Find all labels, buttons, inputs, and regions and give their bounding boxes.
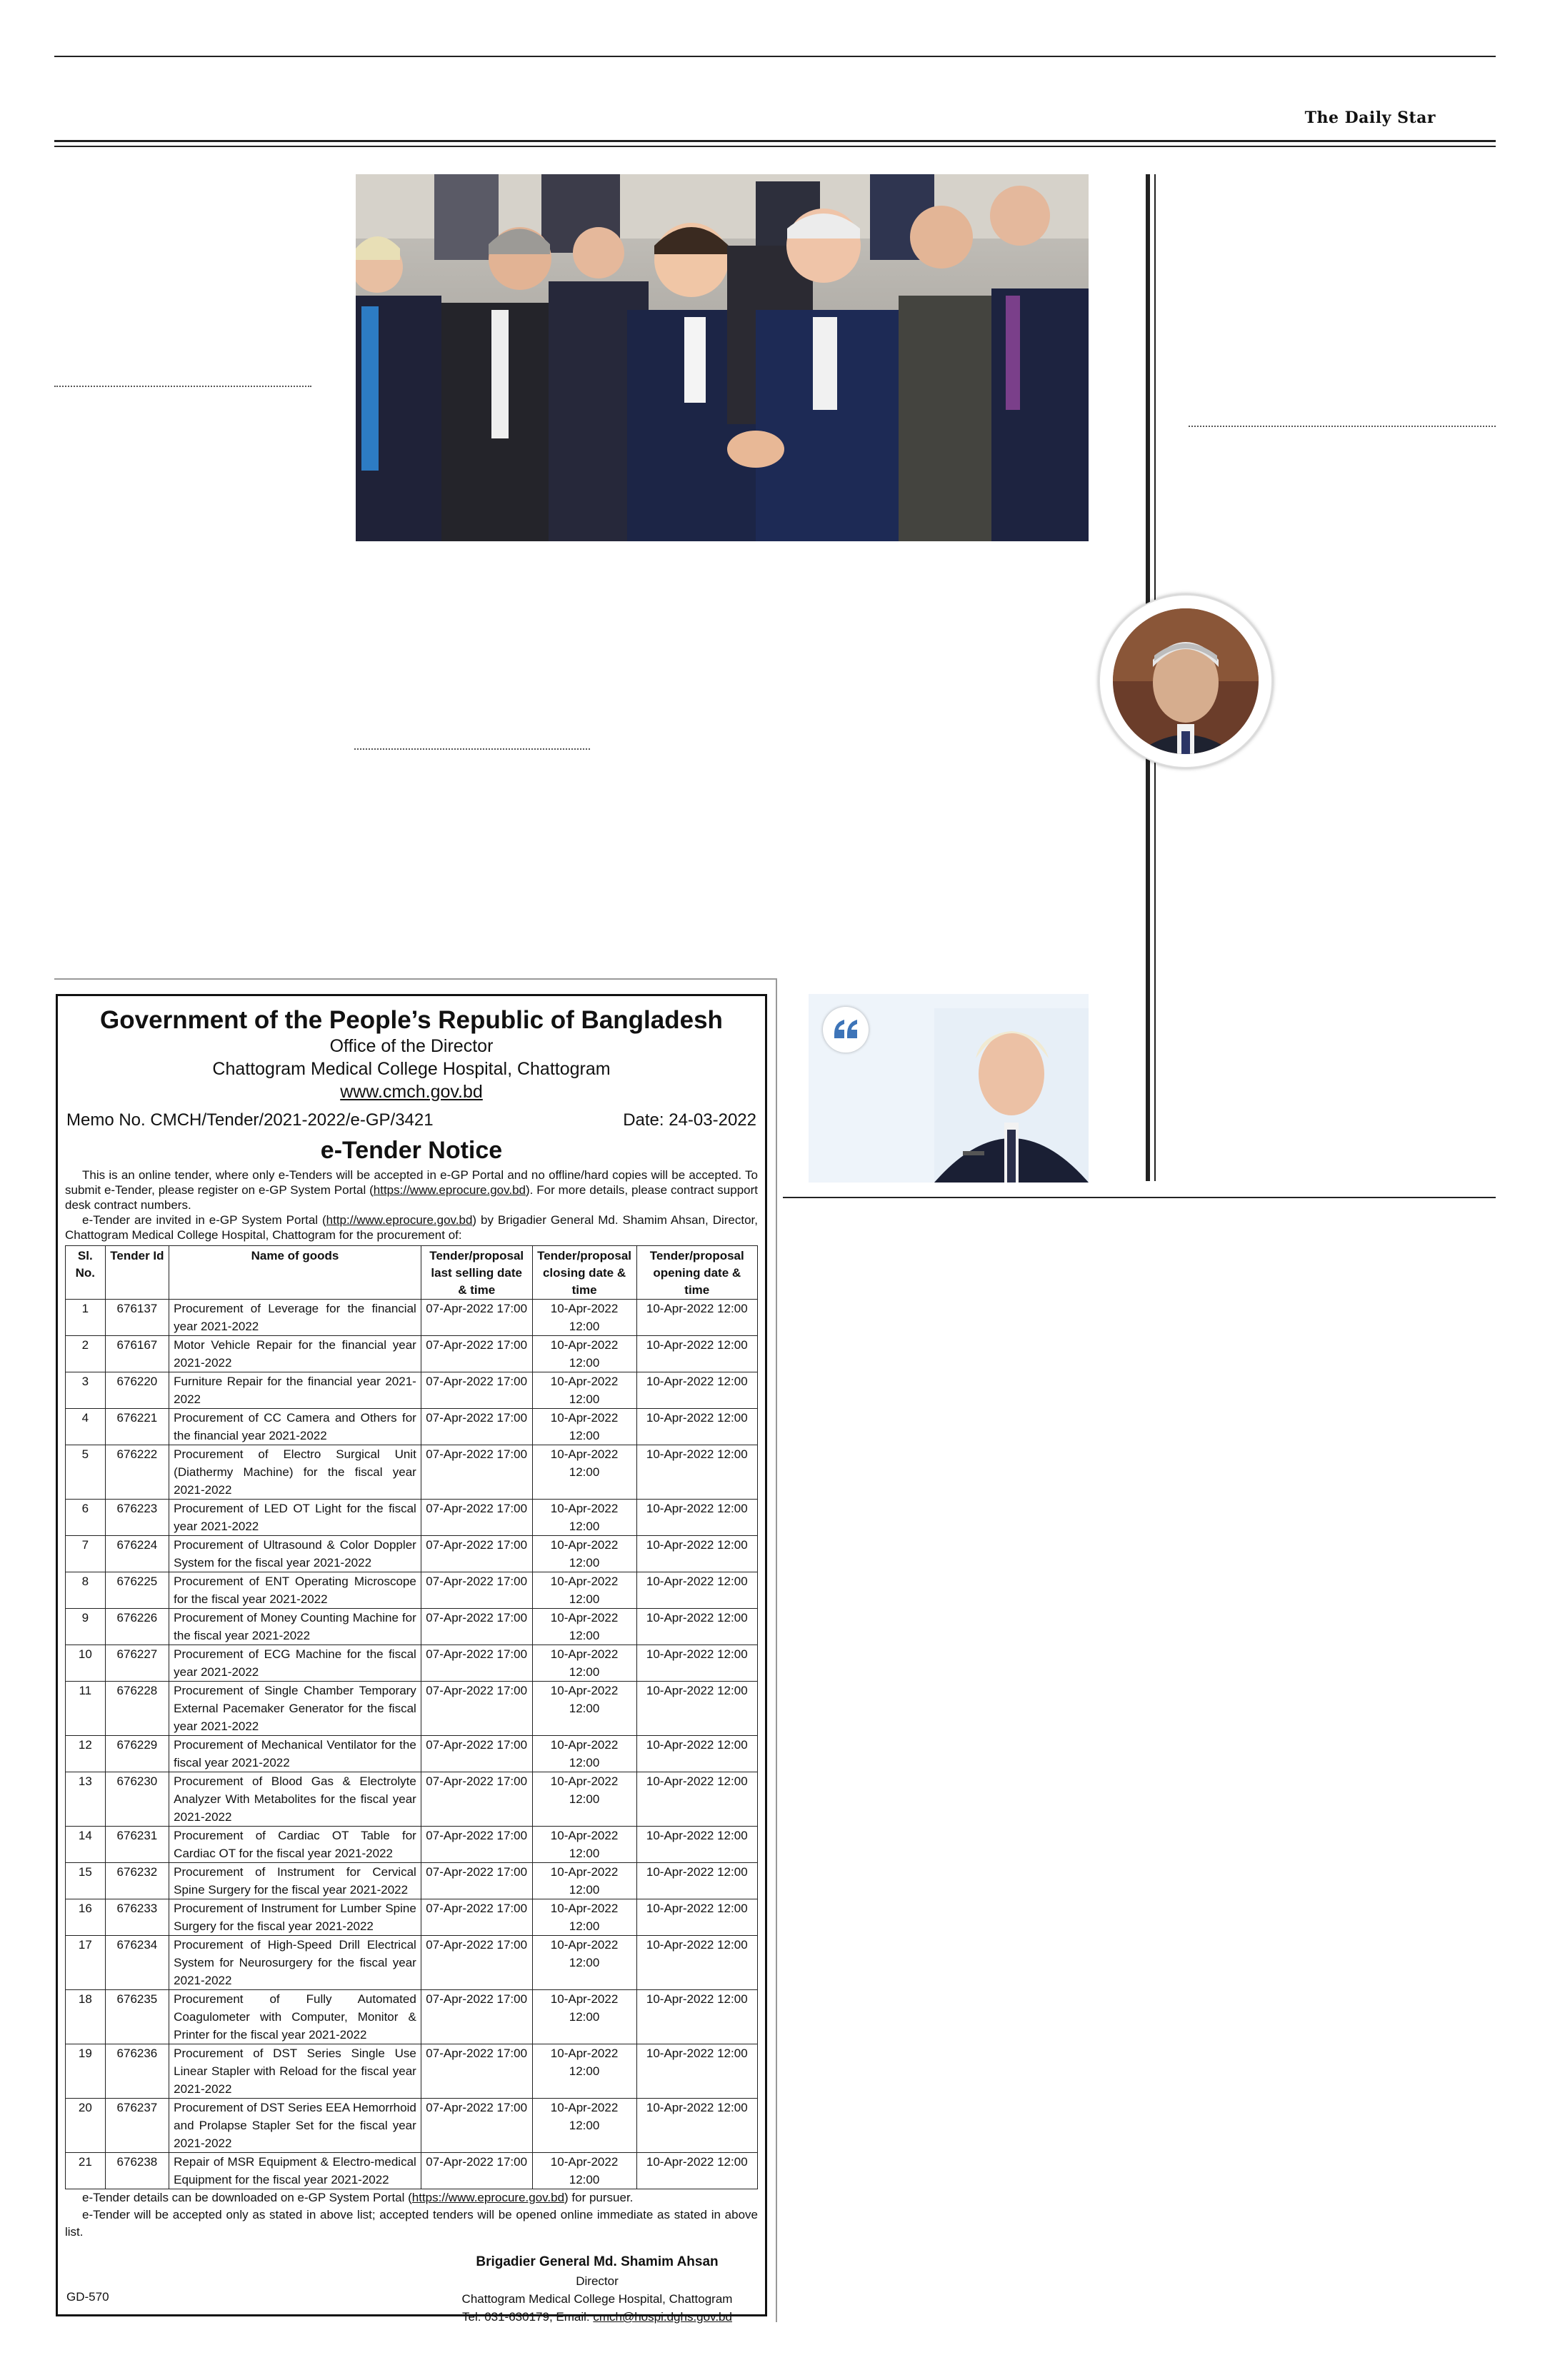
tender-table bbox=[65, 1245, 758, 2189]
cell-closing-date: 10-Apr-2022 12:00 bbox=[532, 1500, 636, 1536]
cell-selling-date: 07-Apr-2022 17:00 bbox=[421, 1899, 532, 1936]
cell-goods: Procurement of Leverage for the financial year 2021-2022 bbox=[169, 1300, 421, 1336]
notice-paragraph-2: e-Tender are invited in e-GP System Portal (http://www.eprocure.gov.bd) by Brigadier General Md. Shamim Ahsan, Director, Chattogram Medical College Hospital, Chattogram for the procurement of: bbox=[65, 1213, 758, 1242]
cell-sl: 9 bbox=[66, 1609, 106, 1645]
table-row bbox=[66, 2099, 758, 2153]
lower-right-rule bbox=[783, 1197, 1496, 1198]
col-tender-id: Tender Id bbox=[105, 1246, 169, 1300]
notice-title: Government of the People’s Republic of Bangladesh bbox=[100, 1006, 723, 1034]
cell-tender-id: 676224 bbox=[105, 1536, 169, 1572]
cell-closing-date: 10-Apr-2022 12:00 bbox=[532, 1827, 636, 1863]
table-row bbox=[66, 2153, 758, 2189]
cell-opening-date: 10-Apr-2022 12:00 bbox=[636, 1536, 757, 1572]
cell-closing-date: 10-Apr-2022 12:00 bbox=[532, 1936, 636, 1990]
cell-selling-date: 07-Apr-2022 17:00 bbox=[421, 1609, 532, 1645]
cell-selling-date: 07-Apr-2022 17:00 bbox=[421, 1990, 532, 2044]
cell-tender-id: 676233 bbox=[105, 1899, 169, 1936]
cell-selling-date: 07-Apr-2022 17:00 bbox=[421, 1536, 532, 1572]
table-row bbox=[66, 2044, 758, 2099]
cell-opening-date: 10-Apr-2022 12:00 bbox=[636, 1609, 757, 1645]
cell-tender-id: 676237 bbox=[105, 2099, 169, 2153]
table-row bbox=[66, 1899, 758, 1936]
table-row bbox=[66, 1863, 758, 1899]
cell-sl: 7 bbox=[66, 1536, 106, 1572]
cell-sl: 21 bbox=[66, 2153, 106, 2189]
cell-goods: Procurement of DST Series EEA Hemorrhoid and Prolapse Stapler Set for the fiscal year 2021-2022 bbox=[169, 2099, 421, 2153]
notice-website-link[interactable]: www.cmch.gov.bd bbox=[340, 1082, 483, 1102]
cell-sl: 19 bbox=[66, 2044, 106, 2099]
quote-icon bbox=[823, 1007, 869, 1053]
cell-goods: Procurement of Mechanical Ventilator for the fiscal year 2021-2022 bbox=[169, 1736, 421, 1772]
cell-goods: Procurement of ENT Operating Microscope for the fiscal year 2021-2022 bbox=[169, 1572, 421, 1609]
table-row bbox=[66, 1936, 758, 1990]
cell-goods: Furniture Repair for the financial year 2021-2022 bbox=[169, 1372, 421, 1409]
cell-tender-id: 676228 bbox=[105, 1682, 169, 1736]
cell-closing-date: 10-Apr-2022 12:00 bbox=[532, 1682, 636, 1736]
cell-goods: Procurement of Money Counting Machine for the fiscal year 2021-2022 bbox=[169, 1609, 421, 1645]
masthead-rule-1 bbox=[54, 140, 1496, 142]
memo-number: Memo No. CMCH/Tender/2021-2022/e-GP/3421 bbox=[66, 1110, 434, 1130]
tender-table-body bbox=[66, 1300, 758, 2189]
cell-closing-date: 10-Apr-2022 12:00 bbox=[532, 1990, 636, 2044]
table-row bbox=[66, 1772, 758, 1827]
cell-selling-date: 07-Apr-2022 17:00 bbox=[421, 1645, 532, 1682]
cell-tender-id: 676226 bbox=[105, 1609, 169, 1645]
cell-selling-date: 07-Apr-2022 17:00 bbox=[421, 1736, 532, 1772]
cell-goods: Procurement of Ultrasound & Color Doppler System for the fiscal year 2021-2022 bbox=[169, 1536, 421, 1572]
cell-opening-date: 10-Apr-2022 12:00 bbox=[636, 1645, 757, 1682]
cell-selling-date: 07-Apr-2022 17:00 bbox=[421, 1500, 532, 1536]
cell-goods: Procurement of Single Chamber Temporary External Pacemaker Generator for the fiscal year 2021-2022 bbox=[169, 1682, 421, 1736]
cell-selling-date: 07-Apr-2022 17:00 bbox=[421, 1300, 532, 1336]
table-row bbox=[66, 1445, 758, 1500]
col-opening-date: Tender/proposal opening date & time bbox=[636, 1246, 757, 1300]
left-column-separator bbox=[54, 386, 311, 387]
notice-paragraph-1: This is an online tender, where only e-Tenders will be accepted in e-GP Portal and no offline/hard copies will be accepted. To submit e-Tender, please register on e-GP System Portal (https://www.eprocure.gov.bd). For more details, please contract support desk contract numbers. bbox=[65, 1168, 759, 1212]
cell-closing-date: 10-Apr-2022 12:00 bbox=[532, 1645, 636, 1682]
cell-opening-date: 10-Apr-2022 12:00 bbox=[636, 1990, 757, 2044]
cell-tender-id: 676229 bbox=[105, 1736, 169, 1772]
cell-tender-id: 676227 bbox=[105, 1645, 169, 1682]
cell-tender-id: 676231 bbox=[105, 1827, 169, 1863]
memo-date: Date: 24-03-2022 bbox=[623, 1110, 756, 1130]
cell-goods: Procurement of Instrument for Cervical Spine Surgery for the fiscal year 2021-2022 bbox=[169, 1863, 421, 1899]
cell-sl: 15 bbox=[66, 1863, 106, 1899]
portrait-circle bbox=[1099, 594, 1273, 768]
col-closing-date: Tender/proposal closing date & time bbox=[532, 1246, 636, 1300]
cell-closing-date: 10-Apr-2022 12:00 bbox=[532, 1736, 636, 1772]
cell-closing-date: 10-Apr-2022 12:00 bbox=[532, 1899, 636, 1936]
cell-selling-date: 07-Apr-2022 17:00 bbox=[421, 1445, 532, 1500]
cell-goods: Procurement of DST Series Single Use Linear Stapler with Reload for the fiscal year 2021-2022 bbox=[169, 2044, 421, 2099]
cell-sl: 11 bbox=[66, 1682, 106, 1736]
cell-selling-date: 07-Apr-2022 17:00 bbox=[421, 1936, 532, 1990]
cell-opening-date: 10-Apr-2022 12:00 bbox=[636, 1372, 757, 1409]
cell-selling-date: 07-Apr-2022 17:00 bbox=[421, 1827, 532, 1863]
cell-goods: Procurement of Fully Automated Coagulometer with Computer, Monitor & Printer for the fiscal year 2021-2022 bbox=[169, 1990, 421, 2044]
signature-block bbox=[436, 2252, 758, 2326]
cell-sl: 17 bbox=[66, 1936, 106, 1990]
cell-selling-date: 07-Apr-2022 17:00 bbox=[421, 1336, 532, 1372]
col-sl: Sl. No. bbox=[66, 1246, 106, 1300]
cell-tender-id: 676232 bbox=[105, 1863, 169, 1899]
cell-tender-id: 676222 bbox=[105, 1445, 169, 1500]
cell-tender-id: 676221 bbox=[105, 1409, 169, 1445]
right-column-separator bbox=[1189, 426, 1496, 427]
cell-opening-date: 10-Apr-2022 12:00 bbox=[636, 1682, 757, 1736]
cell-opening-date: 10-Apr-2022 12:00 bbox=[636, 1572, 757, 1609]
cell-sl: 2 bbox=[66, 1336, 106, 1372]
cell-opening-date: 10-Apr-2022 12:00 bbox=[636, 1827, 757, 1863]
cell-goods: Procurement of Instrument for Lumber Spine Surgery for the fiscal year 2021-2022 bbox=[169, 1899, 421, 1936]
cell-sl: 14 bbox=[66, 1827, 106, 1863]
photo-leaders-handshake-icon bbox=[356, 174, 1089, 541]
cell-sl: 6 bbox=[66, 1500, 106, 1536]
cell-goods: Procurement of Cardiac OT Table for Cardiac OT for the fiscal year 2021-2022 bbox=[169, 1827, 421, 1863]
cell-tender-id: 676223 bbox=[105, 1500, 169, 1536]
cell-tender-id: 676235 bbox=[105, 1990, 169, 2044]
table-row bbox=[66, 1500, 758, 1536]
cell-closing-date: 10-Apr-2022 12:00 bbox=[532, 2099, 636, 2153]
cell-opening-date: 10-Apr-2022 12:00 bbox=[636, 2099, 757, 2153]
cell-opening-date: 10-Apr-2022 12:00 bbox=[636, 2044, 757, 2099]
cell-tender-id: 676230 bbox=[105, 1772, 169, 1827]
cell-tender-id: 676225 bbox=[105, 1572, 169, 1609]
cell-sl: 4 bbox=[66, 1409, 106, 1445]
cell-goods: Motor Vehicle Repair for the financial year 2021-2022 bbox=[169, 1336, 421, 1372]
cell-tender-id: 676137 bbox=[105, 1300, 169, 1336]
cell-closing-date: 10-Apr-2022 12:00 bbox=[532, 2153, 636, 2189]
notice-footer-2: e-Tender will be accepted only as stated in above list; accepted tenders will be opened online immediate as stated in above list. bbox=[65, 2208, 758, 2239]
notice-footer-1: e-Tender details can be downloaded on e-GP System Portal (https://www.eprocure.gov.bd) for pursuer. bbox=[82, 2191, 634, 2204]
cell-closing-date: 10-Apr-2022 12:00 bbox=[532, 1536, 636, 1572]
signatory-contact: Tel: 031-630179, Email: cmch@hospi.dghs.gov.bd bbox=[462, 2310, 732, 2324]
cell-opening-date: 10-Apr-2022 12:00 bbox=[636, 1772, 757, 1827]
cell-closing-date: 10-Apr-2022 12:00 bbox=[532, 1609, 636, 1645]
table-row bbox=[66, 1645, 758, 1682]
cell-closing-date: 10-Apr-2022 12:00 bbox=[532, 1445, 636, 1500]
masthead-rule-2 bbox=[54, 146, 1496, 147]
cell-selling-date: 07-Apr-2022 17:00 bbox=[421, 1372, 532, 1409]
cell-selling-date: 07-Apr-2022 17:00 bbox=[421, 1409, 532, 1445]
cell-goods: Procurement of Blood Gas & Electrolyte Analyzer With Metabolites for the fiscal year 2021-2022 bbox=[169, 1772, 421, 1827]
cell-goods: Procurement of ECG Machine for the fiscal year 2021-2022 bbox=[169, 1645, 421, 1682]
cell-closing-date: 10-Apr-2022 12:00 bbox=[532, 1863, 636, 1899]
eprocure-link-1[interactable]: https://www.eprocure.gov.bd bbox=[373, 1183, 526, 1197]
cell-goods: Procurement of Electro Surgical Unit (Diathermy Machine) for the fiscal year 2021-2022 bbox=[169, 1445, 421, 1500]
cell-opening-date: 10-Apr-2022 12:00 bbox=[636, 1300, 757, 1336]
notice-heading: e-Tender Notice bbox=[320, 1137, 503, 1164]
table-row bbox=[66, 1990, 758, 2044]
cell-tender-id: 676238 bbox=[105, 2153, 169, 2189]
signatory-title: Director bbox=[576, 2274, 619, 2288]
cell-sl: 13 bbox=[66, 1772, 106, 1827]
cell-opening-date: 10-Apr-2022 12:00 bbox=[636, 1336, 757, 1372]
email-link[interactable]: cmch@hospi.dghs.gov.bd bbox=[593, 2310, 732, 2324]
cell-sl: 16 bbox=[66, 1899, 106, 1936]
notice-office: Office of the Director bbox=[329, 1036, 494, 1056]
table-row bbox=[66, 1572, 758, 1609]
cell-goods: Repair of MSR Equipment & Electro-medical Equipment for the fiscal year 2021-2022 bbox=[169, 2153, 421, 2189]
cell-closing-date: 10-Apr-2022 12:00 bbox=[532, 1300, 636, 1336]
cell-sl: 5 bbox=[66, 1445, 106, 1500]
leaders-photo bbox=[356, 174, 1089, 541]
cell-opening-date: 10-Apr-2022 12:00 bbox=[636, 1500, 757, 1536]
cell-opening-date: 10-Apr-2022 12:00 bbox=[636, 2153, 757, 2189]
cell-goods: Procurement of CC Camera and Others for the financial year 2021-2022 bbox=[169, 1409, 421, 1445]
masthead-logo: The Daily Star bbox=[1304, 109, 1436, 127]
col-goods: Name of goods bbox=[169, 1246, 421, 1300]
table-row bbox=[66, 1336, 758, 1372]
cell-sl: 18 bbox=[66, 1990, 106, 2044]
tender-notice bbox=[56, 994, 767, 2324]
cell-tender-id: 676167 bbox=[105, 1336, 169, 1372]
cell-selling-date: 07-Apr-2022 17:00 bbox=[421, 2153, 532, 2189]
notice-memo-row bbox=[65, 1109, 758, 1132]
cell-sl: 10 bbox=[66, 1645, 106, 1682]
cell-selling-date: 07-Apr-2022 17:00 bbox=[421, 1863, 532, 1899]
cell-opening-date: 10-Apr-2022 12:00 bbox=[636, 1445, 757, 1500]
signatory-org: Chattogram Medical College Hospital, Chattogram bbox=[461, 2292, 733, 2306]
cell-sl: 8 bbox=[66, 1572, 106, 1609]
cell-tender-id: 676220 bbox=[105, 1372, 169, 1409]
cell-goods: Procurement of LED OT Light for the fiscal year 2021-2022 bbox=[169, 1500, 421, 1536]
table-row bbox=[66, 1300, 758, 1336]
gd-number: GD-570 bbox=[66, 2290, 109, 2304]
cell-selling-date: 07-Apr-2022 17:00 bbox=[421, 1772, 532, 1827]
cell-selling-date: 07-Apr-2022 17:00 bbox=[421, 1682, 532, 1736]
cell-tender-id: 676234 bbox=[105, 1936, 169, 1990]
table-row bbox=[66, 1409, 758, 1445]
cell-selling-date: 07-Apr-2022 17:00 bbox=[421, 2044, 532, 2099]
center-column-separator bbox=[354, 748, 590, 750]
cell-closing-date: 10-Apr-2022 12:00 bbox=[532, 1572, 636, 1609]
notice-hospital: Chattogram Medical College Hospital, Chattogram bbox=[212, 1059, 611, 1079]
cell-opening-date: 10-Apr-2022 12:00 bbox=[636, 1409, 757, 1445]
col-selling-date: Tender/proposal last selling date & time bbox=[421, 1246, 532, 1300]
cell-sl: 12 bbox=[66, 1736, 106, 1772]
cell-goods: Procurement of High-Speed Drill Electrical System for Neurosurgery for the fiscal year 2021-2022 bbox=[169, 1936, 421, 1990]
eprocure-link-3[interactable]: https://www.eprocure.gov.bd bbox=[411, 2191, 565, 2204]
cell-closing-date: 10-Apr-2022 12:00 bbox=[532, 2044, 636, 2099]
signatory-name: Brigadier General Md. Shamim Ahsan bbox=[476, 2254, 719, 2269]
cell-opening-date: 10-Apr-2022 12:00 bbox=[636, 1736, 757, 1772]
cell-sl: 1 bbox=[66, 1300, 106, 1336]
cell-sl: 3 bbox=[66, 1372, 106, 1409]
eprocure-link-2[interactable]: http://www.eprocure.gov.bd bbox=[326, 1213, 473, 1227]
cell-sl: 20 bbox=[66, 2099, 106, 2153]
cell-opening-date: 10-Apr-2022 12:00 bbox=[636, 1936, 757, 1990]
tender-table-header bbox=[66, 1246, 758, 1300]
cell-selling-date: 07-Apr-2022 17:00 bbox=[421, 1572, 532, 1609]
table-row bbox=[66, 1682, 758, 1736]
top-rule bbox=[54, 56, 1496, 57]
cell-closing-date: 10-Apr-2022 12:00 bbox=[532, 1372, 636, 1409]
table-row bbox=[66, 1736, 758, 1772]
speaker-photo bbox=[934, 1008, 1089, 1183]
table-row bbox=[66, 1372, 758, 1409]
cell-closing-date: 10-Apr-2022 12:00 bbox=[532, 1336, 636, 1372]
table-row bbox=[66, 1827, 758, 1863]
cell-closing-date: 10-Apr-2022 12:00 bbox=[532, 1409, 636, 1445]
cell-opening-date: 10-Apr-2022 12:00 bbox=[636, 1863, 757, 1899]
cell-opening-date: 10-Apr-2022 12:00 bbox=[636, 1899, 757, 1936]
portrait-man-icon bbox=[1100, 596, 1271, 767]
quote-box bbox=[809, 994, 1089, 1183]
cell-selling-date: 07-Apr-2022 17:00 bbox=[421, 2099, 532, 2153]
table-row bbox=[66, 1536, 758, 1572]
cell-closing-date: 10-Apr-2022 12:00 bbox=[532, 1772, 636, 1827]
table-row bbox=[66, 1609, 758, 1645]
cell-tender-id: 676236 bbox=[105, 2044, 169, 2099]
